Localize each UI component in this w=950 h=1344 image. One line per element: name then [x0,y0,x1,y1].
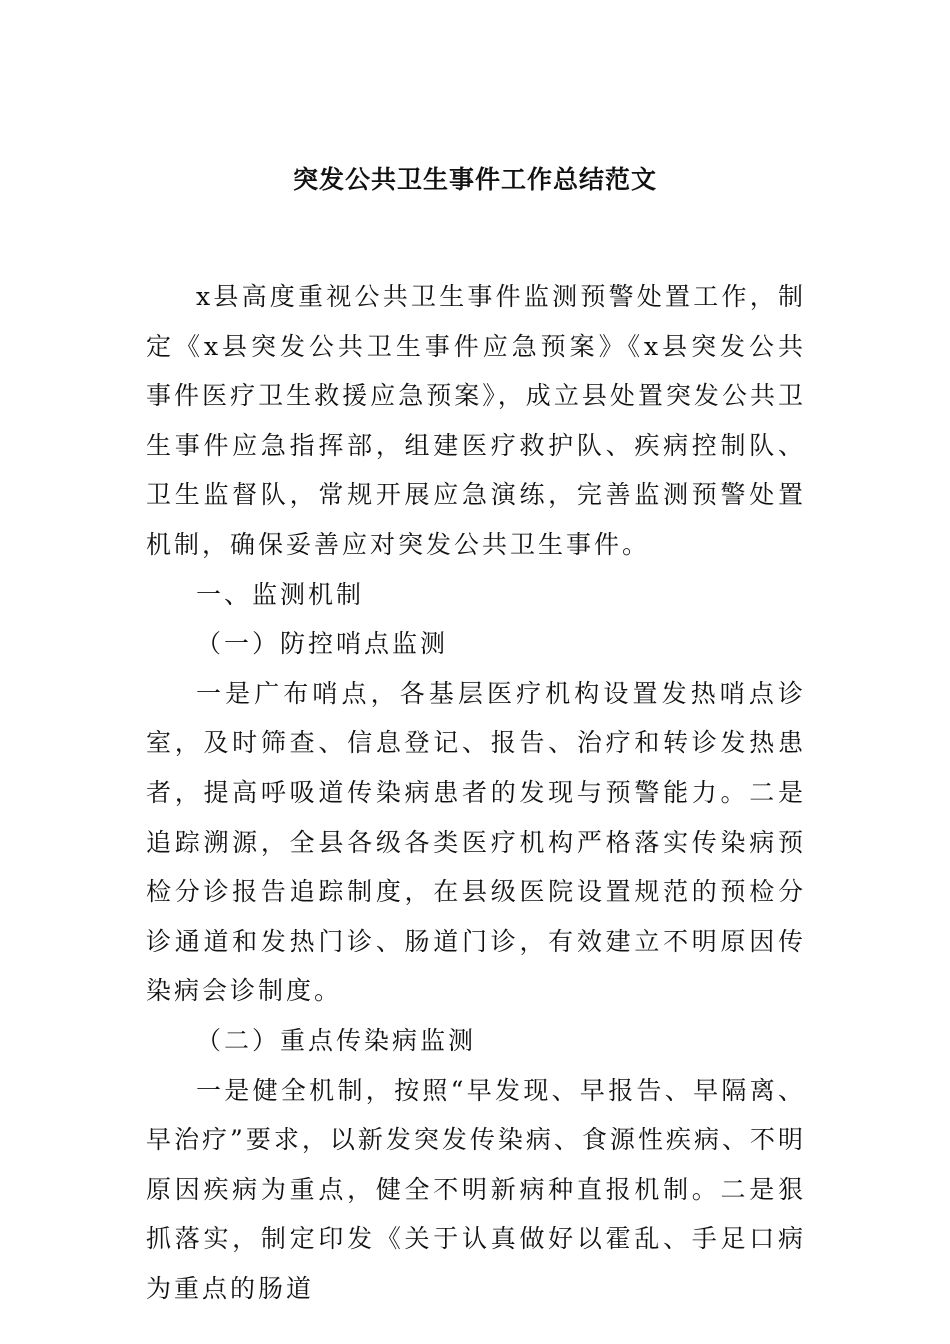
document-title: 突发公共卫生事件工作总结范文 [292,165,657,194]
sentinel-monitoring-paragraph: 一是广布哨点，各基层医疗机构设置发热哨点诊室，及时筛查、信息登记、报告、治疗和转诊发热患者，提高呼吸道传染病患者的发现与预警能力。二是追踪溯源，全县各级各类医疗机构严格落实传染病预检分诊报告追踪制度，在县级医院设置规范的预检分诊通道和发热门诊、肠道门诊，有效建立不明原因传染病会诊制度。 [146,678,806,1006]
key-disease-monitoring-paragraph: 一是健全机制，按照“早发现、早报告、早隔离、早治疗”要求，以新发突发传染病、食源性疾病、不明原因疾病为重点，健全不明新病种直报机制。二是狠抓落实，制定印发《关于认真做好以霍乱、手足口病为重点的肠道 [146,1075,806,1303]
document-body [146,272,806,1313]
subsection-heading-key-disease-monitoring: （二）重点传染病监测 [196,1025,477,1055]
section-heading-monitoring-mechanism: 一、监测机制 [196,579,365,609]
subsection-heading-sentinel-monitoring: （一）防控哨点监测 [196,629,449,659]
intro-paragraph: x县高度重视公共卫生事件监测预警处置工作，制定《x县突发公共卫生事件应急预案》《x县突发公共事件医疗卫生救援应急预案》，成立县处置突发公共卫生事件应急指挥部，组建医疗救护队、疾病控制队、卫生监督队，常规开展应急演练，完善监测预警处置机制，确保妥善应对突发公共卫生事件。 [146,282,806,559]
